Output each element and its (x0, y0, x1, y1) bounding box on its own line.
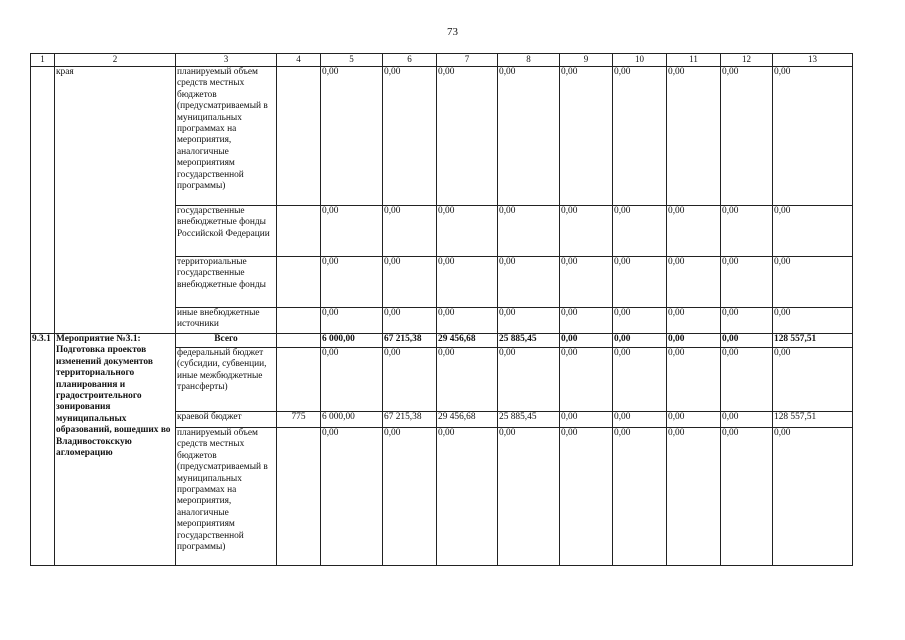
value-cell: 0,00 (321, 206, 383, 257)
value-cell: 0,00 (721, 308, 773, 334)
value-cell: 0,00 (321, 428, 383, 566)
code-cell (277, 348, 321, 412)
value-cell: 25 885,45 (498, 334, 560, 348)
funding-source-cell: краевой бюджет (176, 412, 277, 428)
funding-source-cell: планируемый объем средств местных бюджетов (предусматриваемый в муниципальных программах на мероприятия, аналогичные мероприятиям государственной программы) (176, 428, 277, 566)
table-row (31, 67, 853, 206)
value-cell: 0,00 (498, 67, 560, 206)
value-cell: 0,00 (498, 206, 560, 257)
value-cell: 0,00 (560, 428, 613, 566)
column-header: 8 (498, 54, 560, 67)
value-cell: 0,00 (667, 206, 721, 257)
value-cell: 0,00 (667, 428, 721, 566)
measure-name-cell: края (55, 67, 176, 334)
measure-name-cell: Мероприятие №3.1: Подготовка проектов изменений документов территориального планирования и градостроительного зонирования муниципальных образований, вошедших во Владивостокскую агломерацию (55, 334, 176, 566)
value-cell: 0,00 (613, 257, 667, 308)
funding-source-cell: территориальные государственные внебюджетные фонды (176, 257, 277, 308)
table-row-total (31, 334, 853, 348)
column-header: 3 (176, 54, 277, 67)
funding-source-cell: планируемый объем средств местных бюджетов (предусматриваемый в муниципальных программах на мероприятия, аналогичные мероприятиям государственной программы) (176, 67, 277, 206)
column-header: 12 (721, 54, 773, 67)
column-header: 7 (437, 54, 498, 67)
value-cell: 0,00 (613, 412, 667, 428)
value-cell: 0,00 (383, 428, 437, 566)
value-cell: 128 557,51 (773, 334, 853, 348)
value-cell: 0,00 (667, 257, 721, 308)
value-cell: 0,00 (613, 348, 667, 412)
value-cell: 0,00 (560, 348, 613, 412)
value-cell: 0,00 (437, 428, 498, 566)
value-cell: 0,00 (613, 334, 667, 348)
value-cell: 0,00 (437, 257, 498, 308)
value-cell: 0,00 (321, 257, 383, 308)
value-cell: 29 456,68 (437, 334, 498, 348)
value-cell: 0,00 (667, 67, 721, 206)
block-1 (31, 67, 853, 334)
value-cell: 0,00 (321, 67, 383, 206)
row-number-cell (31, 67, 55, 334)
value-cell: 0,00 (667, 334, 721, 348)
value-cell: 0,00 (721, 412, 773, 428)
column-header: 5 (321, 54, 383, 67)
value-cell: 0,00 (560, 412, 613, 428)
column-header: 9 (560, 54, 613, 67)
value-cell: 0,00 (437, 308, 498, 334)
column-header: 4 (277, 54, 321, 67)
value-cell: 6 000,00 (321, 334, 383, 348)
value-cell: 0,00 (721, 67, 773, 206)
value-cell: 0,00 (667, 412, 721, 428)
value-cell: 0,00 (721, 428, 773, 566)
page-number: 73 (447, 26, 458, 38)
code-cell (277, 428, 321, 566)
code-cell (277, 206, 321, 257)
value-cell: 0,00 (321, 348, 383, 412)
value-cell: 25 885,45 (498, 412, 560, 428)
value-cell: 0,00 (383, 348, 437, 412)
column-header: 6 (383, 54, 437, 67)
value-cell: 67 215,38 (383, 334, 437, 348)
column-header: 2 (55, 54, 176, 67)
value-cell: 0,00 (383, 308, 437, 334)
value-cell: 0,00 (773, 428, 853, 566)
funding-source-cell: иные внебюджетные источники (176, 308, 277, 334)
value-cell: 0,00 (560, 257, 613, 308)
value-cell: 0,00 (721, 348, 773, 412)
value-cell: 0,00 (321, 308, 383, 334)
value-cell: 0,00 (498, 257, 560, 308)
value-cell: 0,00 (437, 67, 498, 206)
block-2 (31, 334, 853, 566)
funding-source-cell: государственные внебюджетные фонды Российской Федерации (176, 206, 277, 257)
column-number-row (31, 54, 853, 67)
code-cell: 775 (277, 412, 321, 428)
value-cell: 0,00 (613, 67, 667, 206)
value-cell: 0,00 (560, 308, 613, 334)
value-cell: 0,00 (667, 348, 721, 412)
value-cell: 0,00 (773, 206, 853, 257)
value-cell: 0,00 (773, 348, 853, 412)
value-cell: 0,00 (560, 206, 613, 257)
column-header: 11 (667, 54, 721, 67)
column-header: 13 (773, 54, 853, 67)
value-cell: 128 557,51 (773, 412, 853, 428)
value-cell: 0,00 (437, 206, 498, 257)
value-cell: 67 215,38 (383, 412, 437, 428)
value-cell: 0,00 (613, 206, 667, 257)
code-cell (277, 257, 321, 308)
value-cell: 0,00 (498, 308, 560, 334)
value-cell: 0,00 (721, 334, 773, 348)
value-cell: 0,00 (498, 428, 560, 566)
value-cell: 0,00 (773, 257, 853, 308)
value-cell: 29 456,68 (437, 412, 498, 428)
value-cell: 0,00 (773, 67, 853, 206)
value-cell: 0,00 (498, 348, 560, 412)
value-cell: 0,00 (613, 308, 667, 334)
value-cell: 0,00 (383, 67, 437, 206)
value-cell: 0,00 (773, 308, 853, 334)
code-cell (277, 67, 321, 206)
value-cell: 0,00 (383, 257, 437, 308)
budget-table (30, 53, 853, 566)
code-cell (277, 334, 321, 348)
funding-source-cell: Всего (176, 334, 277, 348)
value-cell: 0,00 (560, 334, 613, 348)
value-cell: 0,00 (560, 67, 613, 206)
code-cell (277, 308, 321, 334)
value-cell: 0,00 (721, 257, 773, 308)
value-cell: 0,00 (383, 206, 437, 257)
value-cell: 6 000,00 (321, 412, 383, 428)
value-cell: 0,00 (667, 308, 721, 334)
value-cell: 0,00 (437, 348, 498, 412)
column-header: 10 (613, 54, 667, 67)
row-number-cell: 9.3.1 (31, 334, 55, 566)
column-header: 1 (31, 54, 55, 67)
value-cell: 0,00 (721, 206, 773, 257)
value-cell: 0,00 (613, 428, 667, 566)
funding-source-cell: федеральный бюджет (субсидии, субвенции, иные межбюджетные трансферты) (176, 348, 277, 412)
